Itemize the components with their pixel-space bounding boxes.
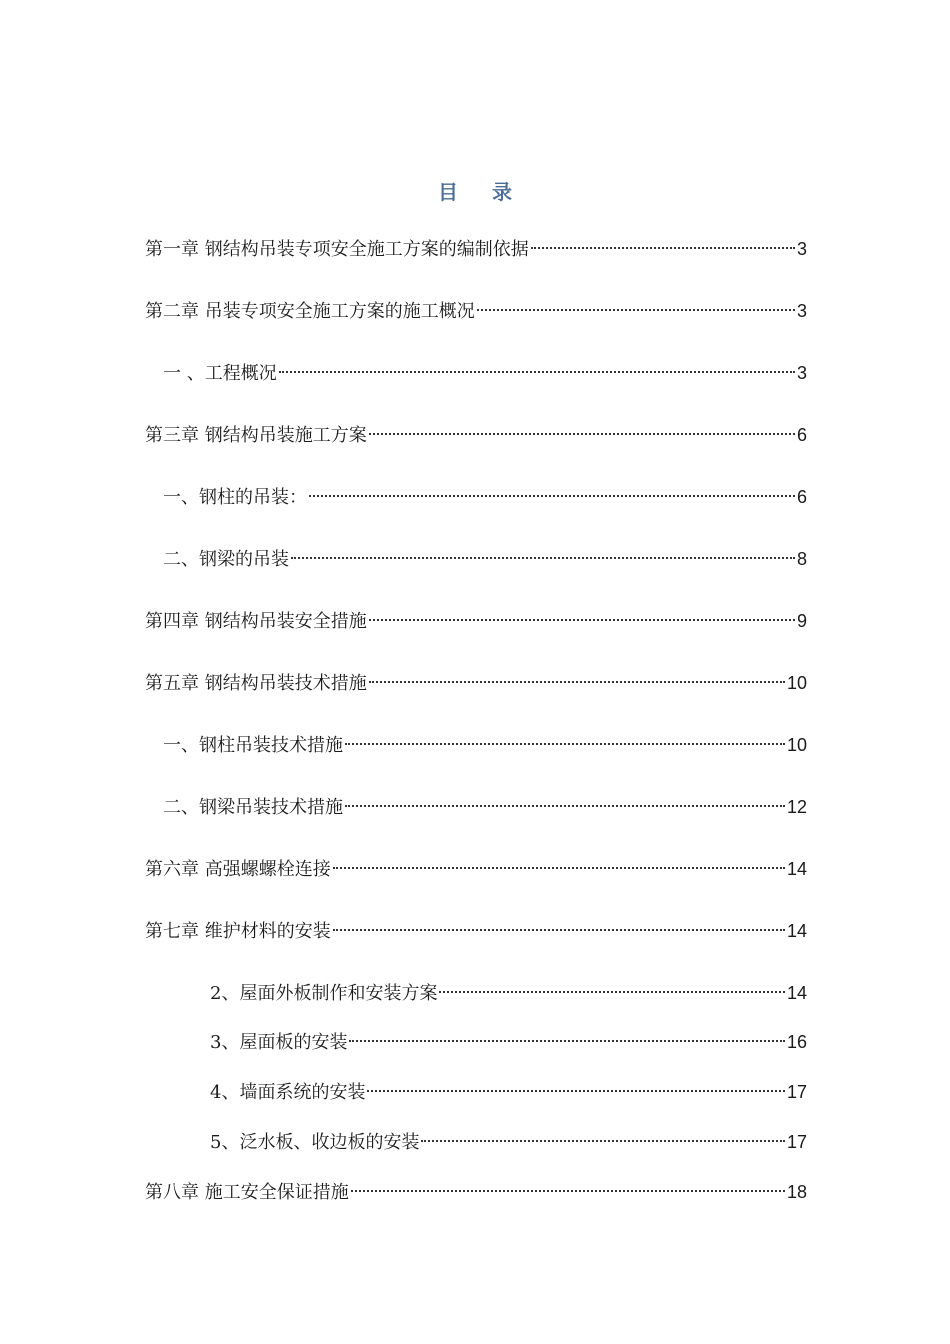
toc-dot-leader (349, 1022, 785, 1048)
toc-entry[interactable] (145, 415, 807, 449)
toc-entry-page: 3 (796, 363, 807, 383)
toc-dot-leader (367, 1072, 785, 1098)
toc-dot-leader (369, 663, 785, 689)
toc-entry[interactable] (145, 291, 807, 325)
toc-entry-label: 一、钢柱的吊装： (163, 487, 307, 508)
toc-entry-page: 14 (786, 921, 807, 941)
toc-dot-leader (531, 229, 795, 255)
toc-entry[interactable] (163, 539, 807, 573)
toc-entry[interactable] (210, 1072, 807, 1106)
toc-entry[interactable] (145, 1172, 807, 1206)
toc-entry-label: 第一章 钢结构吊装专项安全施工方案的编制依据 (145, 239, 529, 260)
toc-entry-page: 16 (786, 1032, 807, 1052)
toc-dot-leader (351, 1172, 785, 1198)
toc-entry[interactable] (163, 353, 807, 387)
toc-dot-leader (279, 353, 795, 379)
toc-entry-page: 14 (786, 859, 807, 879)
toc-entry-page: 18 (786, 1182, 807, 1202)
toc-dot-leader (309, 477, 795, 503)
toc-title: 目录 (438, 180, 546, 204)
toc-entry[interactable] (145, 229, 807, 263)
toc-entry-page: 17 (786, 1132, 807, 1152)
toc-entry-page: 14 (786, 983, 807, 1003)
toc-entry-label: 5、泛水板、收边板的安装 (210, 1132, 420, 1153)
toc-entry-label: 第三章 钢结构吊装施工方案 (145, 425, 367, 446)
toc-entry-label: 第四章 钢结构吊装安全措施 (145, 611, 367, 632)
toc-entry-page: 3 (796, 239, 807, 259)
toc-entry-page: 17 (786, 1082, 807, 1102)
toc-entry-page: 8 (796, 549, 807, 569)
toc-entry[interactable] (210, 1122, 807, 1156)
toc-entry-label: 一、钢柱吊装技术措施 (163, 735, 343, 756)
toc-entry-label: 4、墙面系统的安装 (210, 1082, 366, 1103)
toc-dot-leader (333, 911, 785, 937)
toc-dot-leader (291, 539, 795, 565)
toc-dot-leader (439, 973, 785, 999)
toc-entry-label: 第七章 维护材料的安装 (145, 921, 331, 942)
toc-dot-leader (345, 787, 785, 813)
toc-entry-label: 第八章 施工安全保证措施 (145, 1182, 349, 1203)
toc-entry[interactable] (145, 601, 807, 635)
toc-entry-label: 一 、工程概况 (163, 363, 277, 384)
toc-entry-page: 12 (786, 797, 807, 817)
toc-dot-leader (421, 1122, 785, 1148)
toc-entry-label: 第六章 高强螺螺栓连接 (145, 859, 331, 880)
toc-entry-page: 10 (786, 735, 807, 755)
toc-entry[interactable] (210, 1022, 807, 1056)
toc-entry[interactable] (145, 663, 807, 697)
toc-entry[interactable] (163, 725, 807, 759)
toc-dot-leader (369, 415, 795, 441)
toc-entry[interactable] (145, 911, 807, 945)
toc-entry-label: 二、钢梁吊装技术措施 (163, 797, 343, 818)
toc-entry[interactable] (163, 787, 807, 821)
toc-entry-label: 二、钢梁的吊装 (163, 549, 289, 570)
toc-dot-leader (345, 725, 785, 751)
toc-entry-page: 3 (796, 301, 807, 321)
toc-entry-label: 3、屋面板的安装 (210, 1032, 348, 1053)
toc-entry[interactable] (145, 849, 807, 883)
toc-dot-leader (477, 291, 795, 317)
toc-entry-page: 10 (786, 673, 807, 693)
toc-entry[interactable] (163, 477, 807, 511)
toc-entry-label: 2、屋面外板制作和安装方案 (210, 983, 438, 1004)
toc-entry-label: 第二章 吊装专项安全施工方案的施工概况 (145, 301, 475, 322)
toc-dot-leader (333, 849, 785, 875)
toc-entry-page: 9 (796, 611, 807, 631)
toc-entry-page: 6 (796, 487, 807, 507)
toc-entry-label: 第五章 钢结构吊装技术措施 (145, 673, 367, 694)
toc-entry[interactable] (210, 973, 807, 1007)
toc-dot-leader (369, 601, 795, 627)
toc-entry-page: 6 (796, 425, 807, 445)
